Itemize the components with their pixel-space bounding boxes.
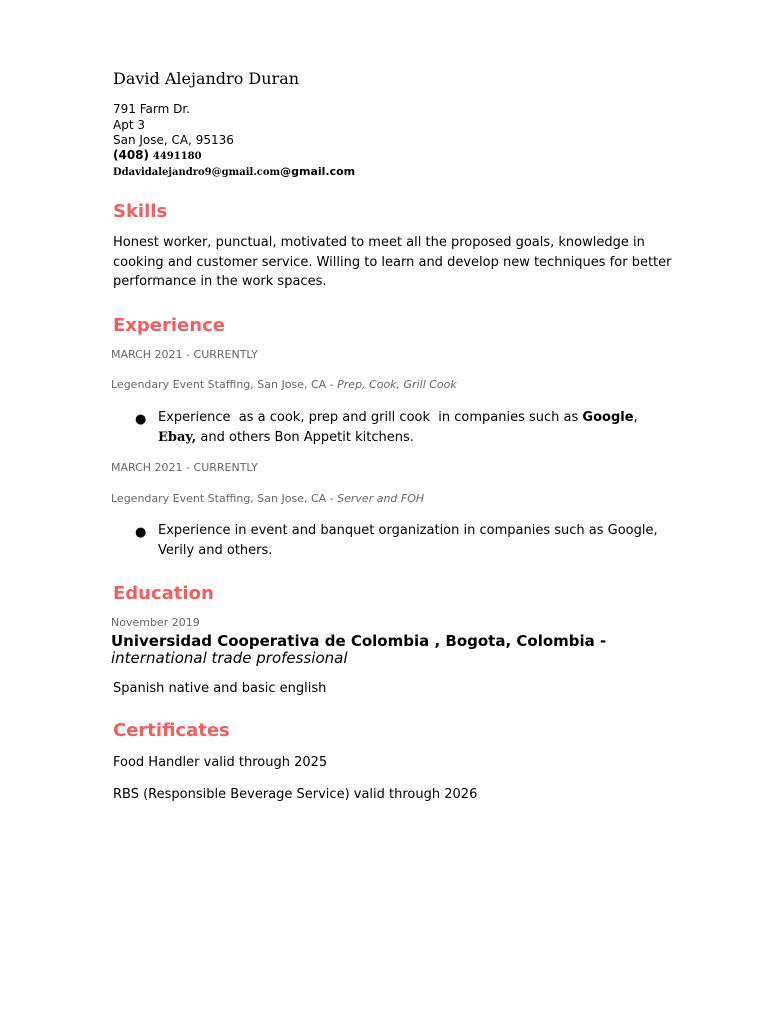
- languages: Spanish native and basic english: [113, 681, 327, 696]
- candidate-name: David Alejandro Duran: [113, 69, 300, 88]
- address-line-2: Apt 3: [113, 118, 145, 132]
- city-line: San Jose, CA, 95136: [113, 133, 234, 147]
- address-line-1: 791 Farm Dr.: [113, 102, 190, 116]
- job-2-dates: MARCH 2021 - CURRENTLY: [111, 461, 258, 474]
- job-2-bullet-text: Experience in event and banquet organization in companies such as Google, Verily and others.: [158, 523, 658, 558]
- company-google: Google: [582, 410, 634, 425]
- job-1-bullet: [135, 408, 675, 448]
- skills-heading: Skills: [113, 201, 168, 222]
- education-date: November 2019: [111, 616, 200, 629]
- experience-heading: Experience: [113, 315, 225, 336]
- job-1-bullet-pre: Experience as a cook, prep and grill cook in companies such as: [158, 410, 583, 425]
- job-2-role: Server and FOH: [337, 492, 425, 505]
- job-2-employer: Legendary Event Staffing, San Jose, CA: [111, 492, 327, 505]
- job-1-bullet-comma: ,: [633, 410, 638, 425]
- job-1-employer: Legendary Event Staffing, San Jose, CA: [111, 378, 327, 391]
- certificate-item: Food Handler valid through 2025: [113, 755, 328, 770]
- phone-number: 4491180: [152, 151, 202, 162]
- bullet-dot-icon: ●: [135, 525, 147, 540]
- email: [113, 164, 355, 180]
- phone-area: (408): [113, 148, 150, 162]
- job-1-role: Prep, Cook, Grill Cook: [337, 378, 457, 391]
- certificates-heading: Certificates: [113, 720, 230, 741]
- job-2-separator: -: [326, 492, 338, 505]
- bullet-dot-icon: ●: [135, 412, 147, 427]
- education-heading: Education: [113, 583, 214, 604]
- degree: international trade professional: [111, 649, 348, 667]
- education-school: [111, 633, 681, 667]
- company-ebay: Ebay,: [158, 430, 197, 445]
- job-1-employer-line: [111, 378, 457, 391]
- school-name: Universidad Cooperativa de Colombia , Bogota, Colombia -: [111, 632, 607, 650]
- job-1-separator: -: [326, 378, 338, 391]
- job-1-dates: MARCH 2021 - CURRENTLY: [111, 348, 258, 361]
- job-2-employer-line: [111, 492, 424, 505]
- job-2-bullet: [135, 521, 675, 561]
- email-suffix: @gmail.com: [280, 165, 356, 178]
- phone: [113, 148, 202, 164]
- email-local: Ddavidalejandro9@gmail.com: [113, 167, 281, 178]
- skills-text: Honest worker, punctual, motivated to meet all the proposed goals, knowledge in cooking and customer service. Willing to learn and develop new techniques for better performance in the work spaces.: [113, 235, 672, 289]
- certificate-item: RBS (Responsible Beverage Service) valid through 2026: [113, 787, 478, 802]
- job-1-bullet-post: and others Bon Appetit kitchens.: [196, 430, 414, 445]
